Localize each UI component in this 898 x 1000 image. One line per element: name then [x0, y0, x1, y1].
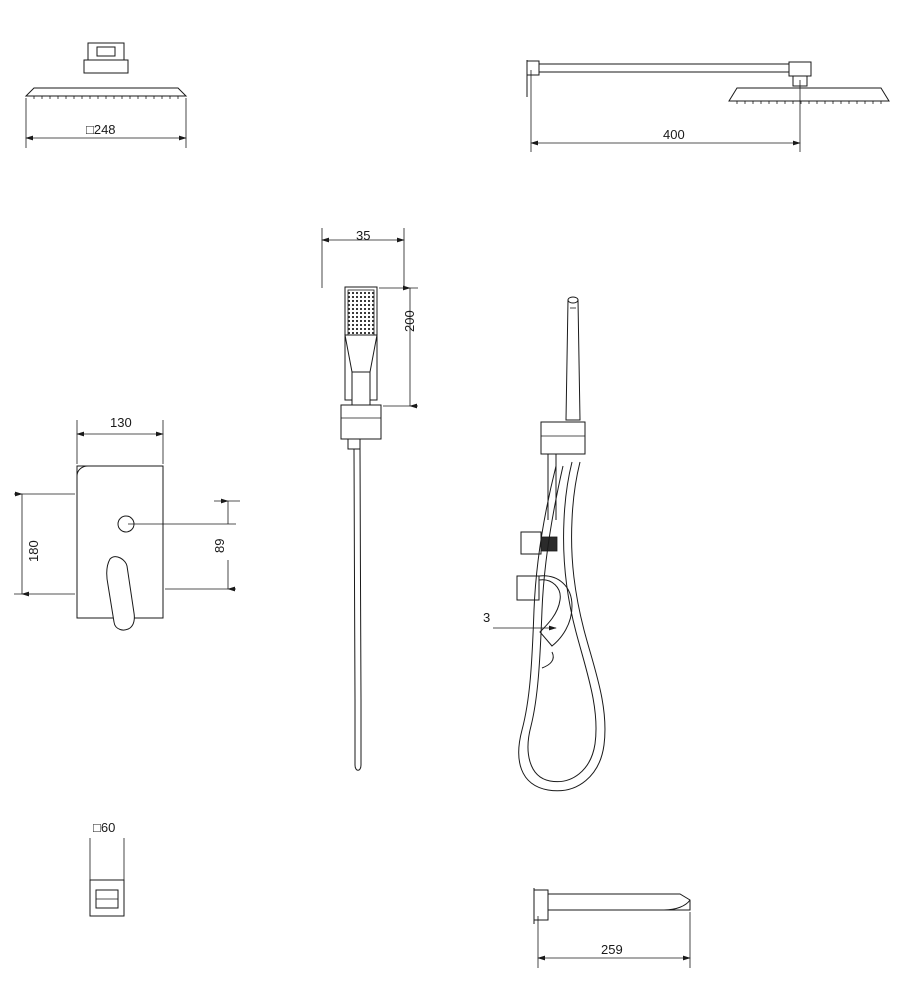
dimension-label-130: 130 [110, 415, 132, 430]
dimension-label-60: □60 [93, 820, 116, 835]
dimension-label-180: 180 [26, 540, 41, 562]
dimension-label-3: 3 [483, 610, 491, 625]
dimension-label-259: 259 [601, 942, 623, 957]
dimension-label-248: □248 [86, 122, 116, 137]
dimension-label-35: 35 [356, 228, 371, 243]
dimension-label-89: 89 [212, 538, 227, 553]
dimension-label-200: 200 [402, 310, 417, 332]
dimension-label-400: 400 [663, 127, 685, 142]
